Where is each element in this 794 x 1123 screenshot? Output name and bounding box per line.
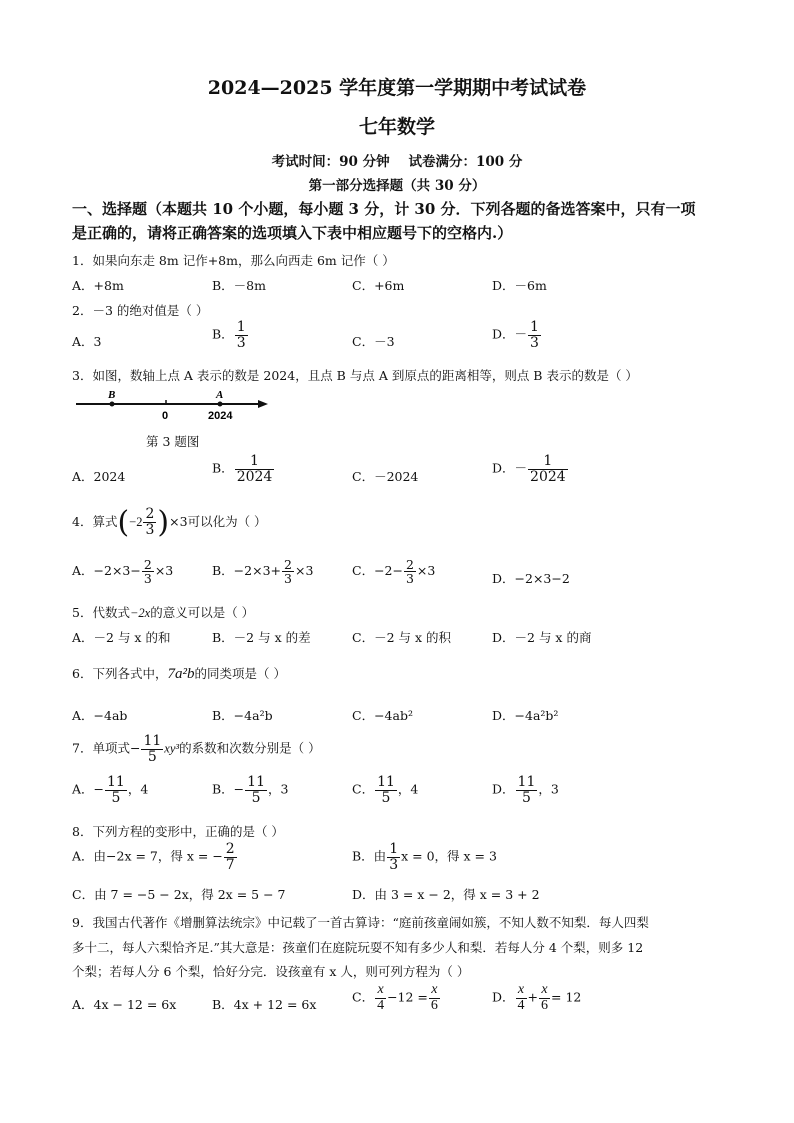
q4-option-b: B．−2×3+ $\frac{2}{3}$ ×3 — [212, 557, 314, 587]
q7-option-a: A．− $\frac{11}{5}$ ，4 — [72, 774, 149, 806]
q6-option-d: D．−4a²b² — [492, 708, 559, 723]
q9-option-d: D． $\frac{x}{4}$ + $\frac{x}{6}$ = 12 — [492, 982, 582, 1013]
q5-option-c: C．－2 与 x 的积 — [352, 630, 451, 645]
q3-option-a: A．2024 — [72, 469, 126, 484]
q6-option-c: C．−4ab² — [352, 708, 413, 723]
q9-option-a: A．4x − 12 = 6x — [72, 997, 177, 1012]
q2-option-a: A．3 — [72, 334, 102, 349]
q2-option-b: B． $\frac{1}{3}$ — [212, 319, 246, 351]
point-a — [218, 402, 223, 407]
q3-option-b: B． $\frac{1}{2024}$ — [212, 453, 273, 485]
q9-option-c: C． $\frac{x}{4}$ −12 = $\frac{x}{6}$ — [352, 982, 438, 1013]
subject-title: 七年数学 — [358, 116, 435, 138]
q4-option-c: C．−2− $\frac{2}{3}$ ×3 — [352, 557, 436, 587]
question-8-stem: 8．下列方程的变形中，正确的是（ ） — [72, 824, 284, 839]
label-2024: 2024 — [208, 410, 233, 422]
q5-option-b: B．－2 与 x 的差 — [212, 630, 311, 645]
exam-info: 考试时间：90 分钟 试卷满分：100 分 — [271, 154, 523, 170]
q6-option-a: A．−4ab — [72, 708, 128, 723]
number-line-arrow — [258, 400, 268, 408]
q2-option-c: C．－3 — [352, 334, 395, 349]
q5-option-d: D．－2 与 x 的商 — [492, 630, 592, 645]
q1-option-c: C．+6m — [352, 278, 405, 293]
q5-option-a: A．－2 与 x 的和 — [72, 630, 171, 645]
q8-option-b: B．由 $\frac{1}{3}$ x = 0，得 x = 3 — [352, 841, 497, 873]
q1-option-a: A．+8m — [72, 278, 124, 293]
part-heading: 第一部分选择题（共 30 分） — [308, 178, 486, 194]
q8-option-c: C．由 7 = −5 − 2x，得 2x = 5 − 7 — [72, 887, 286, 902]
question-5-stem: 5．代数式−2x的意义可以是（ ） — [72, 605, 255, 620]
question-7-stem: 7．单项式− $\frac{11}{5}$ xy³的系数和次数分别是（ ） — [72, 733, 321, 765]
q9-option-b: B．4x + 12 = 6x — [212, 997, 317, 1012]
question-3-stem: 3．如图，数轴上点 A 表示的数是 2024，且点 B 与点 A 到原点的距离相等，则点 B 表示的数是（ ） — [72, 368, 638, 383]
question-6-stem: 6．下列各式中，7a²b的同类项是（ ） — [72, 666, 286, 682]
q8-option-a: A．由−2x = 7，得 x = − $\frac{2}{7}$ — [72, 841, 235, 873]
label-a: A — [216, 389, 224, 401]
q7-option-b: B．− $\frac{11}{5}$ ，3 — [212, 774, 289, 806]
section-instructions-line1: 一、选择题（本题共 10 个小题，每小题 3 分，计 30 分．下列各题的备选答案中，只有一项 — [72, 200, 696, 218]
q1-option-b: B．－8m — [212, 278, 266, 293]
exam-title: 2024—2025 学年度第一学期期中考试试卷 — [207, 77, 587, 99]
q1-option-d: D．－6m — [492, 278, 547, 293]
q7-option-d: D． $\frac{11}{5}$ ，3 — [492, 774, 559, 806]
q7-option-c: C． $\frac{11}{5}$ ，4 — [352, 774, 419, 806]
point-b — [110, 402, 115, 407]
question-9-line2: 多十二，每人六梨恰齐足.”其大意是：孩童们在庭院玩耍不知有多少人和梨．若每人分 4 个梨，则多 12 — [72, 940, 644, 955]
label-zero: 0 — [162, 410, 169, 422]
question-2-stem: 2．－3 的绝对值是（ ） — [72, 303, 209, 318]
q8-option-d: D．由 3 = x − 2，得 x = 3 + 2 — [352, 887, 540, 902]
q4-option-a: A．−2×3− $\frac{2}{3}$ ×3 — [72, 557, 174, 587]
number-line-figure — [72, 386, 272, 426]
question-4-stem: 4．算式(−2 $\frac{2}{3}$ )×3可以化为（ ） — [72, 505, 267, 540]
figure-3-caption: 第 3 题图 — [146, 434, 200, 449]
q3-option-c: C．－2024 — [352, 469, 419, 484]
question-9-line3: 个梨；若每人分 6 个梨，恰好分完．设孩童有 x 人，则可列方程为（ ） — [72, 964, 470, 979]
question-1-stem: 1．如果向东走 8m 记作+8m，那么向西走 6m 记作（ ） — [72, 253, 395, 268]
q3-option-d: D．－ $\frac{1}{2024}$ — [492, 453, 566, 485]
q6-option-b: B．−4a²b — [212, 708, 273, 723]
q2-option-d: D．－ $\frac{1}{3}$ — [492, 319, 539, 351]
question-9-line1: 9．我国古代著作《增删算法统宗》中记载了一首古算诗：“庭前孩童闹如簇，不知人数不知梨．每人四梨 — [72, 915, 649, 930]
label-b: B — [108, 389, 116, 401]
q4-option-d: D．−2×3−2 — [492, 571, 570, 586]
section-instructions-line2: 是正确的，请将正确答案的选项填入下表中相应题号下的空格内.） — [72, 224, 513, 242]
